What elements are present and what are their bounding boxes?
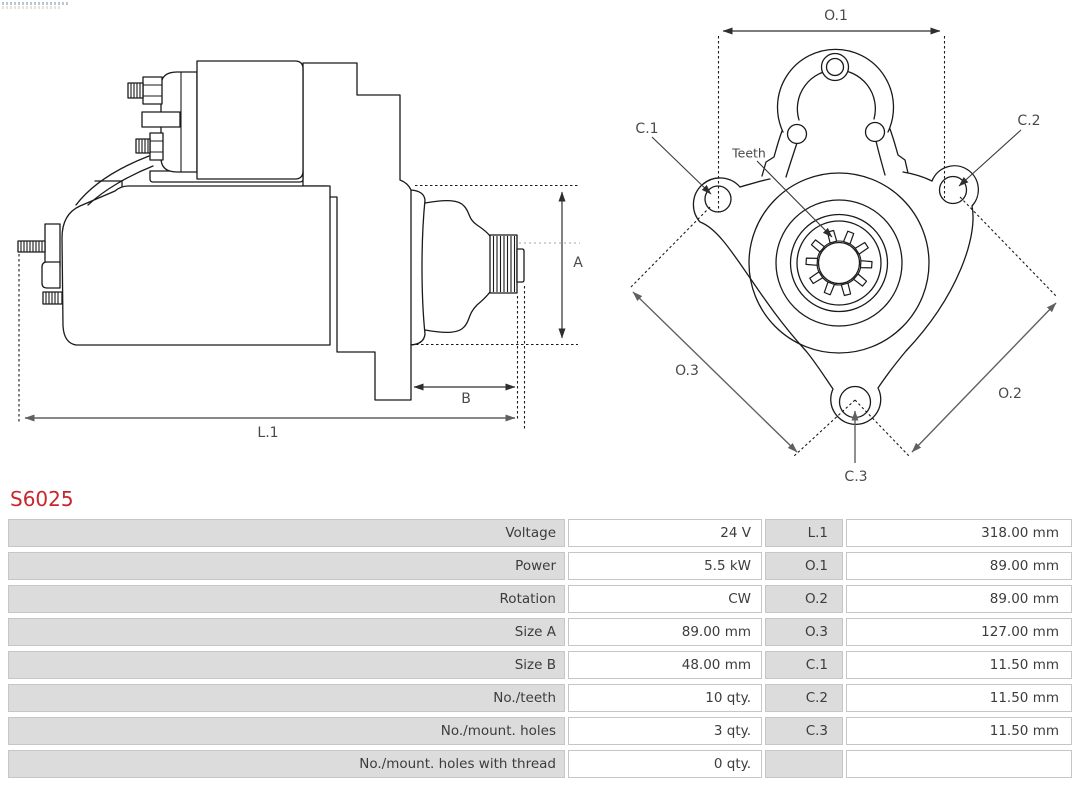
spec-value: 10 qty. [568,684,762,712]
dim-label: C.3 [765,717,843,745]
mount-hole-c2 [940,177,967,204]
dim-label-a: A [573,255,583,271]
pinion-teeth [494,236,515,292]
mounting-flange-fill [693,166,978,425]
dim-value: 127.00 mm [846,618,1072,646]
dim-label: C.2 [765,684,843,712]
table-row [8,552,1072,580]
dim-value: 11.50 mm [846,684,1072,712]
terminal-block [42,262,60,288]
drive-housing-top [425,201,490,236]
table-row [8,519,1072,547]
dim-label-c2: C.2 [1017,113,1041,129]
leader-c2 [959,130,1021,186]
housing-top-lug [822,54,849,81]
spec-value: 24 V [568,519,762,547]
spec-value: 48.00 mm [568,651,762,679]
terminal-nut [143,77,162,104]
part-number: S6025 [10,487,74,511]
dim-label-b: B [461,391,471,407]
dim-label-c3: C.3 [844,469,868,485]
dim-value: 11.50 mm [846,651,1072,679]
housing-side [786,143,797,177]
housing-side [876,141,885,175]
terminal-block [45,224,60,266]
solenoid-connector-tab [142,112,180,127]
terminal-stud [128,83,143,98]
spec-table [8,519,1072,783]
dim-label-o1: O.1 [824,8,848,24]
dim-label: O.3 [765,618,843,646]
dim-line-o3 [633,292,797,452]
drive-housing-bottom [425,292,490,332]
dim-label-o2: O.2 [998,386,1022,402]
dim-value: 11.50 mm [846,717,1072,745]
housing-bolt-hole [866,123,885,142]
housing-side [890,129,908,173]
dim-label-c1: C.1 [635,121,659,137]
side-view-drawing [18,61,580,431]
dim-label-l1: L.1 [257,425,279,441]
spec-label: Rotation [8,585,565,613]
table-row [8,684,1072,712]
mount-flange [411,190,425,345]
table-row [8,585,1072,613]
dim-value: 89.00 mm [846,552,1072,580]
gear-tooth [861,261,873,268]
spec-value: 5.5 kW [568,552,762,580]
extension-line [855,400,909,456]
dim-value: 318.00 mm [846,519,1072,547]
dim-line-o2 [912,303,1056,452]
spec-value: 89.00 mm [568,618,762,646]
gear-tooth [806,258,818,265]
extension-line [960,197,1057,297]
spec-label: No./mount. holes with thread [8,750,565,778]
leader-c1 [652,137,711,194]
extension-line [630,207,710,288]
dim-label: C.1 [765,651,843,679]
terminal-nut [150,133,163,160]
spec-label: Size B [8,651,565,679]
terminal-stud [18,241,45,252]
shaft-end-cap [517,249,524,282]
spec-label: No./mount. holes [8,717,565,745]
dim-label: O.1 [765,552,843,580]
solenoid-cylinder [197,61,303,179]
dim-label [765,750,843,778]
dim-value: 89.00 mm [846,585,1072,613]
front-view-drawing [630,31,1057,463]
dim-label: L.1 [765,519,843,547]
table-row [8,618,1072,646]
table-row [8,651,1072,679]
dim-label-teeth: Teeth [732,145,766,161]
table-row [8,750,1072,778]
dim-value [846,750,1072,778]
spec-label: Voltage [8,519,565,547]
spec-label: Power [8,552,565,580]
dim-label-o3: O.3 [675,363,699,379]
housing-bolt-hole [788,125,807,144]
spec-value: 0 qty. [568,750,762,778]
table-row [8,717,1072,745]
spec-value: CW [568,585,762,613]
spec-label: Size A [8,618,565,646]
spec-value: 3 qty. [568,717,762,745]
dim-label: O.2 [765,585,843,613]
spec-label: No./teeth [8,684,565,712]
motor-body [62,186,330,345]
